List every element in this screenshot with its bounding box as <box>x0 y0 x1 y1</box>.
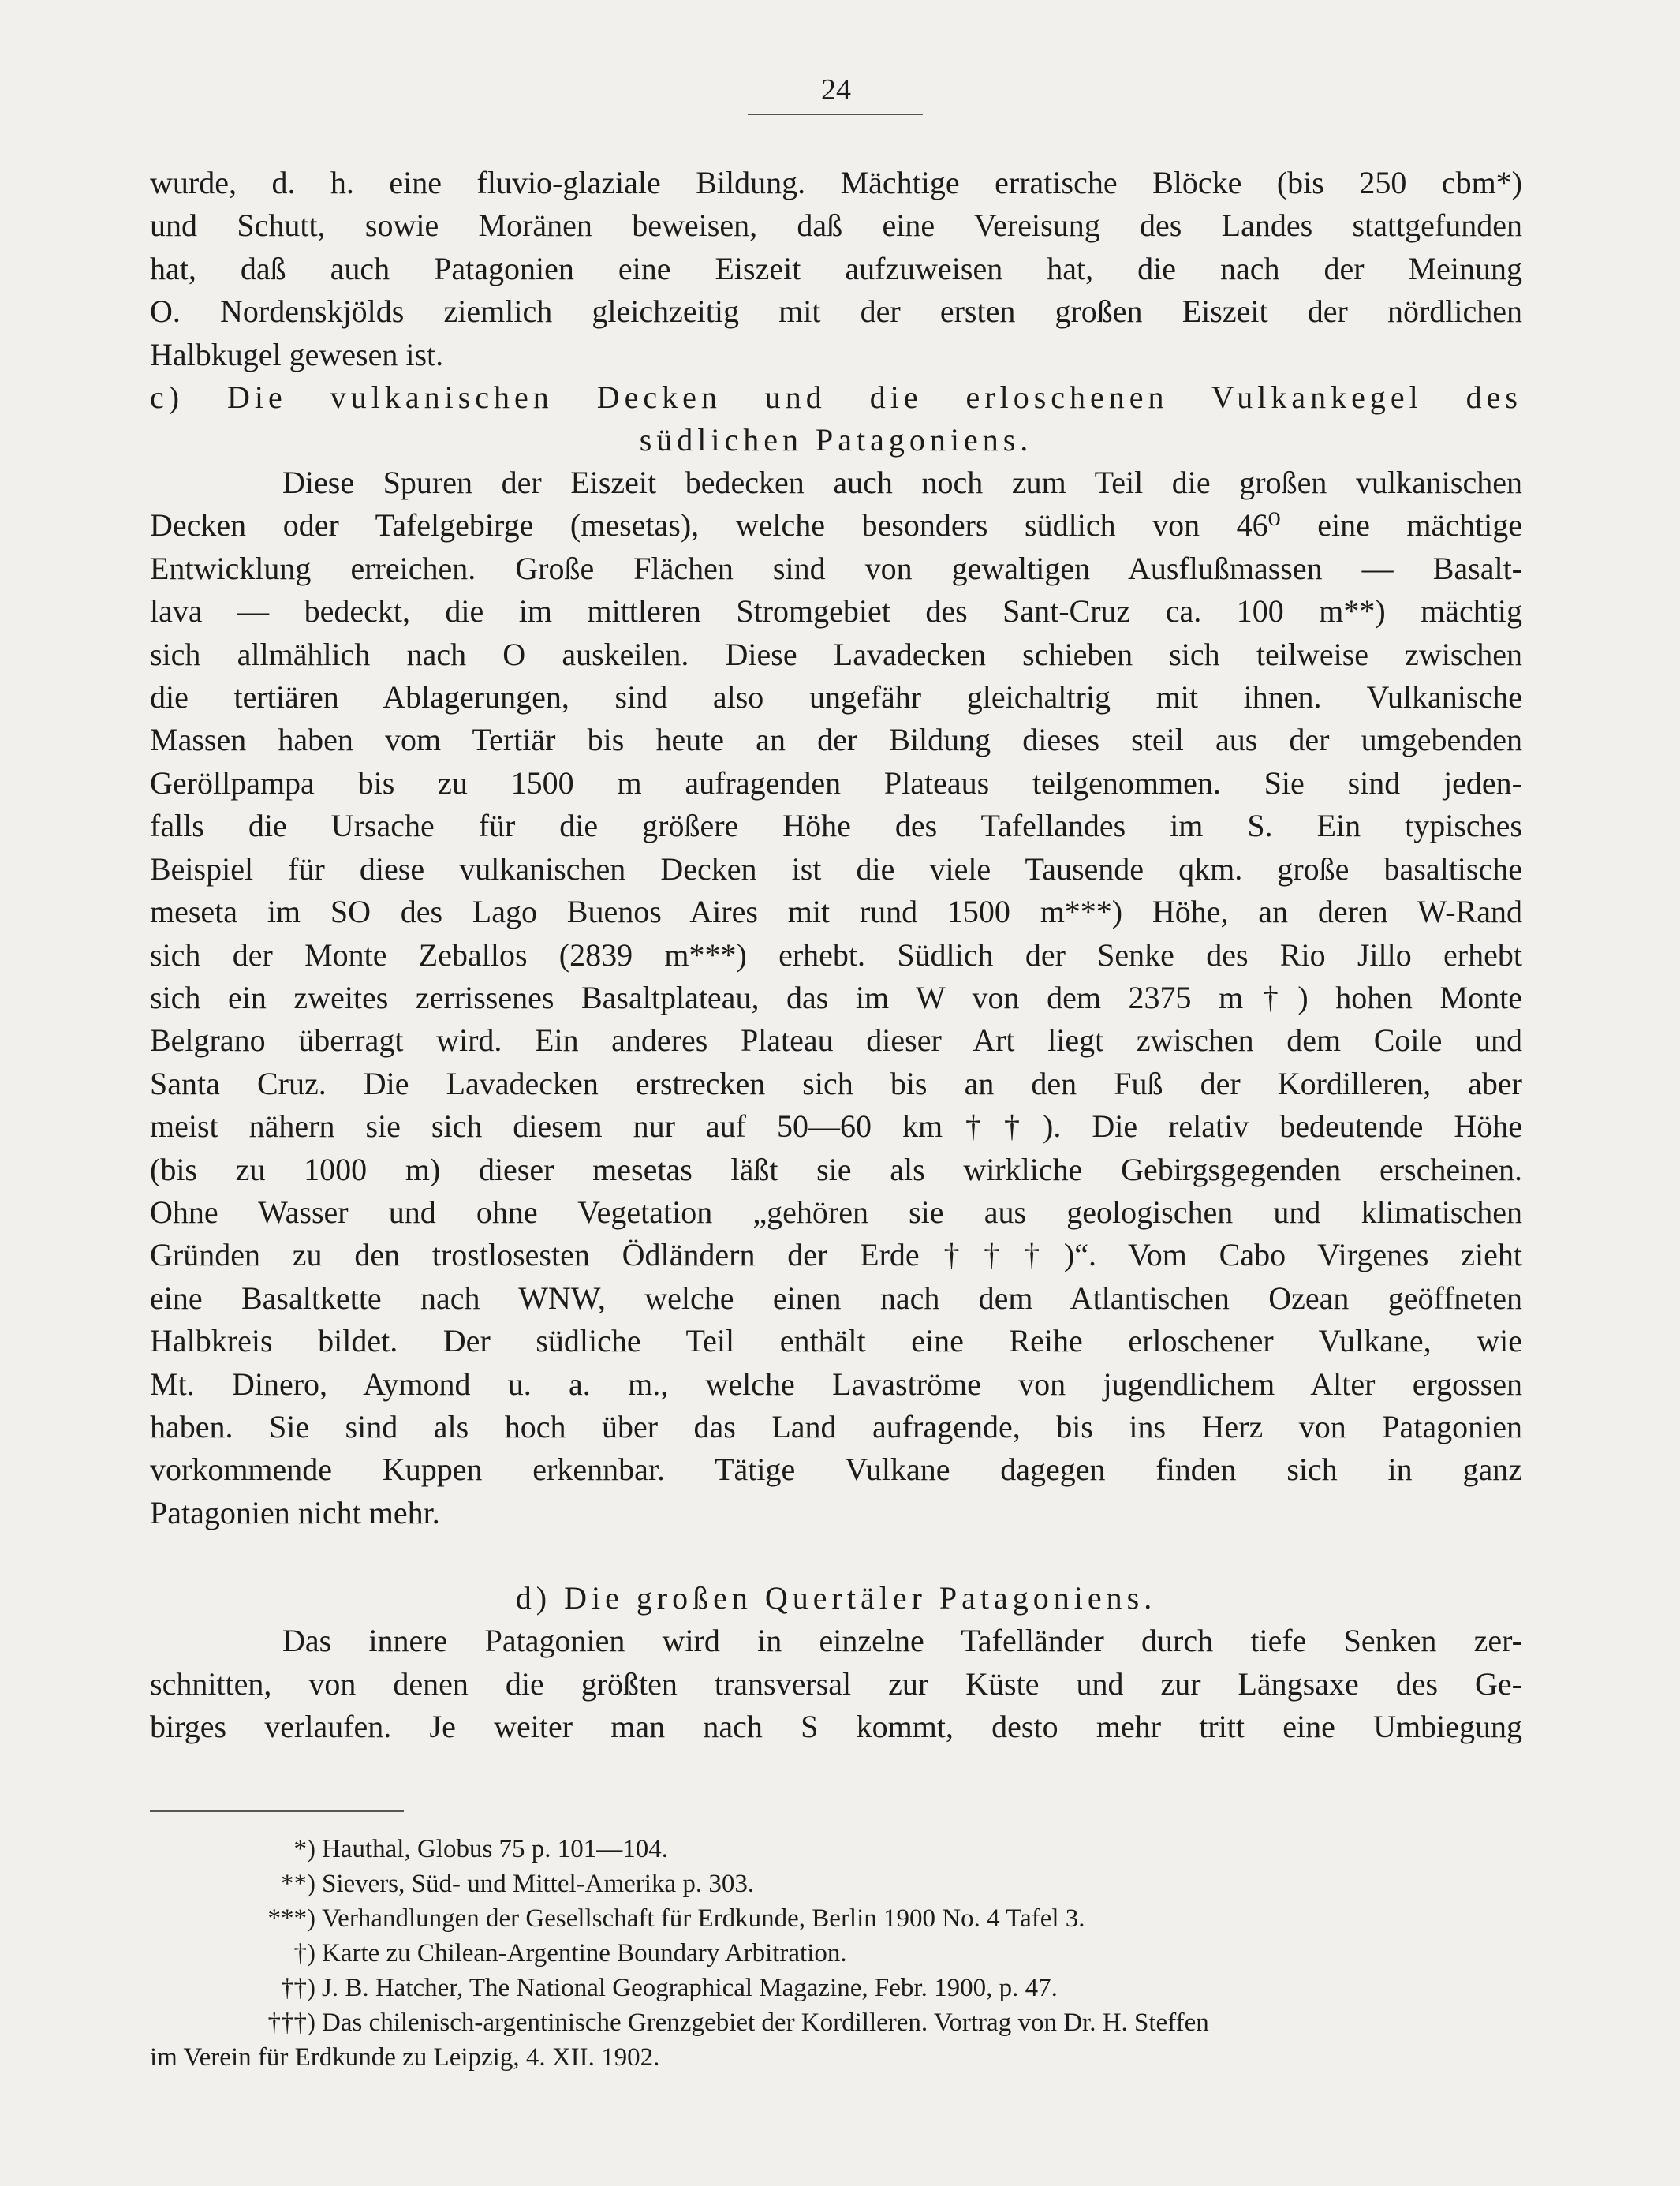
footnote-continuation: im Verein für Erdkunde zu Leipzig, 4. XII. 1902. <box>150 2043 660 2072</box>
footnote-mark: †††) <box>267 2009 315 2037</box>
text-line: falls die Ursache für die größere Höhe des Tafellandes im S. Ein typisches <box>150 808 1522 844</box>
paragraph-transverse-valleys <box>150 1620 1522 1748</box>
footnote-text: Hauthal, Globus 75 p. 101—104. <box>322 1835 669 1863</box>
text-line: meseta im SO des Lago Buenos Aires mit rund 1500 m***) Höhe, an deren W-Rand <box>150 894 1522 930</box>
section-heading-c: c) Die vulkanischen Decken und die erloschenen Vulkankegel des <box>150 379 1522 416</box>
footnote-text: Das chilenisch-argentinische Grenzgebiet der Kordilleren. Vortrag von Dr. H. Steffen <box>322 2009 1209 2037</box>
footnote <box>150 1901 1522 1936</box>
text-line: sich ein zweites zerrissenes Basaltplateau, das im W von dem 2375 m†) hohen Monte <box>150 979 1522 1015</box>
footnote <box>150 1971 1522 2005</box>
text-line: birges verlaufen. Je weiter man nach S kommt, desto mehr tritt eine Umbiegung <box>150 1709 1522 1744</box>
footnote-mark: *) <box>293 1835 315 1863</box>
paragraph-volcanic-covers <box>150 461 1522 1534</box>
text-line: Ohne Wasser und ohne Vegetation „gehören sie aus geologischen und klimatischen <box>150 1194 1522 1230</box>
text-line: Diese Spuren der Eiszeit bedecken auch noch zum Teil die großen vulkanischen <box>282 465 1522 501</box>
paragraph-glacial-formation <box>150 162 1522 376</box>
footnote <box>150 1867 1522 1901</box>
text-line: schnitten, von denen die größten transversal zur Küste und zur Längsaxe des Ge- <box>150 1665 1522 1702</box>
text-line: Mt. Dinero, Aymond u. a. m., welche Lavaströme von jugendlichem Alter ergossen <box>150 1366 1522 1402</box>
page-number: 24 <box>821 73 851 106</box>
footnote <box>150 1936 1522 1971</box>
text-line: Patagonien nicht mehr. <box>150 1494 440 1530</box>
text-line: (bis zu 1000 m) dieser mesetas läßt sie als wirkliche Gebirgsgegenden erscheinen. <box>150 1151 1522 1187</box>
section-heading-c-continuation: südlichen Patagoniens. <box>639 422 1033 458</box>
text-line: Gründen zu den trostlosesten Ödländern der Erde†††)“. Vom Cabo Virgenes zieht <box>150 1237 1522 1273</box>
body-text <box>150 162 1522 1748</box>
text-line: lava — bedeckt, die im mittleren Stromgebiet des Sant-Cruz ca. 100 m**) mächtig <box>150 593 1522 630</box>
header-rule <box>748 114 923 115</box>
section-heading-d: d) Die großen Quertäler Patagoniens. <box>515 1580 1157 1616</box>
text-line: sich der Monte Zeballos (2839 m***) erhebt. Südlich der Senke des Rio Jillo erhebt <box>150 936 1522 973</box>
text-line: vorkommende Kuppen erkennbar. Tätige Vulkane dagegen finden sich in ganz <box>150 1452 1522 1488</box>
text-line: Decken oder Tafelgebirge (mesetas), welche besonders südlich von 46⁰ eine mächtige <box>150 507 1522 544</box>
text-line: Das innere Patagonien wird in einzelne Tafelländer durch tiefe Senken zer- <box>282 1623 1522 1659</box>
text-line: Halbkugel gewesen ist. <box>150 336 444 372</box>
text-line: O. Nordenskjölds ziemlich gleichzeitig mit der ersten großen Eiszeit der nördlichen <box>150 293 1522 330</box>
text-line: hat, daß auch Patagonien eine Eiszeit aufzuweisen hat, die nach der Meinung <box>150 250 1522 286</box>
text-line: Beispiel für diese vulkanischen Decken ist die viele Tausende qkm. große basaltische <box>150 850 1522 887</box>
footnote-mark: †) <box>293 1939 315 1967</box>
text-line: eine Basaltkette nach WNW, welche einen nach dem Atlantischen Ozean geöffneten <box>150 1280 1522 1316</box>
footnote-text: Verhandlungen der Gesellschaft für Erdkunde, Berlin 1900 No. 4 Tafel 3. <box>322 1904 1085 1933</box>
footnote-mark: ††) <box>281 1974 315 2002</box>
text-line: Entwicklung erreichen. Große Flächen sind von gewaltigen Ausflußmassen — Basalt- <box>150 550 1522 586</box>
text-line: die tertiären Ablagerungen, sind also ungefähr gleichaltrig mit ihnen. Vulkanische <box>150 679 1522 716</box>
text-line: Santa Cruz. Die Lavadecken erstrecken sich bis an den Fuß der Kordilleren, aber <box>150 1065 1522 1101</box>
footnote-mark: **) <box>281 1870 315 1898</box>
text-line: meist nähern sie sich diesem nur auf 50—60 km††). Die relativ bedeutende Höhe <box>150 1108 1522 1145</box>
footnote-text: Karte zu Chilean-Argentine Boundary Arbitration. <box>322 1939 847 1967</box>
text-line: Belgrano überragt wird. Ein anderes Plateau dieser Art liegt zwischen dem Coile und <box>150 1022 1522 1059</box>
text-line: wurde, d. h. eine fluvio-glaziale Bildung. Mächtige erratische Blöcke (bis 250 cbm*) <box>150 165 1522 200</box>
footnote <box>150 1832 1522 1867</box>
footnotes <box>150 1832 1522 2075</box>
footnote-text: J. B. Hatcher, The National Geographical Magazine, Febr. 1900, p. 47. <box>322 1974 1058 2002</box>
footnote-mark: ***) <box>267 1904 315 1933</box>
footnote-text: Sievers, Süd- und Mittel-Amerika p. 303. <box>322 1870 755 1898</box>
text-line: Geröllpampa bis zu 1500 m aufragenden Plateaus teilgenommen. Sie sind jeden- <box>150 764 1522 801</box>
footnote <box>150 2005 1522 2040</box>
text-line: Halbkreis bildet. Der südliche Teil enthält eine Reihe erloschener Vulkane, wie <box>150 1323 1522 1359</box>
text-line: haben. Sie sind als hoch über das Land aufragende, bis ins Herz von Patagonien <box>150 1408 1522 1444</box>
text-line: Massen haben vom Tertiär bis heute an der Bildung dieses steil aus der umgebenden <box>150 722 1522 758</box>
footnote-rule <box>150 1810 404 1812</box>
text-line: und Schutt, sowie Moränen beweisen, daß eine Vereisung des Landes stattgefunden <box>150 207 1522 244</box>
text-line: sich allmählich nach O auskeilen. Diese Lavadecken schieben sich teilweise zwischen <box>150 636 1522 672</box>
